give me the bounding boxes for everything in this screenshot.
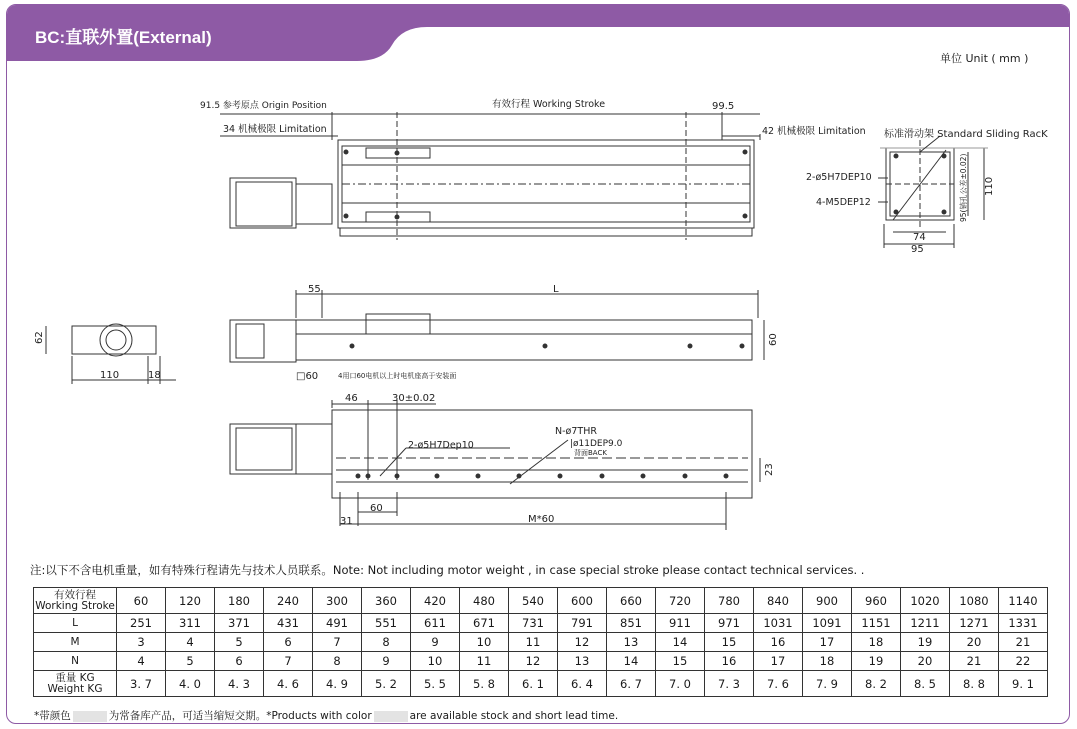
label-back: 背面BACK xyxy=(574,449,607,457)
table-cell: 9 xyxy=(411,633,460,652)
label-dim-m60: M*60 xyxy=(528,514,555,525)
label-side-110: 110 xyxy=(100,370,120,381)
table-cell: 971 xyxy=(705,614,754,633)
table-cell: 18 xyxy=(852,633,901,652)
table-cell: 1031 xyxy=(754,614,803,633)
label-dim-31: 31 xyxy=(340,516,353,527)
table-cell: 16 xyxy=(754,633,803,652)
table-cell: 12 xyxy=(558,633,607,652)
table-cell: 7. 6 xyxy=(754,671,803,697)
table-cell: 15 xyxy=(656,652,705,671)
label-hole-m5: 4-M5DEP12 xyxy=(816,197,871,208)
section-title: BC:直联外置(External) xyxy=(35,28,212,47)
table-cell: 3 xyxy=(117,633,166,652)
table-cell: 900 xyxy=(803,588,852,614)
label-motor-60: □60 xyxy=(296,371,319,382)
table-cell: 4 xyxy=(117,652,166,671)
table-cell: 6 xyxy=(264,633,313,652)
table-cell: 6 xyxy=(215,652,264,671)
row-head-m: M xyxy=(34,633,117,652)
label-dim-23: 23 xyxy=(764,463,775,476)
table-cell: 10 xyxy=(460,633,509,652)
table-cell: 16 xyxy=(705,652,754,671)
table-cell: 9 xyxy=(362,652,411,671)
table-cell: 6. 7 xyxy=(607,671,656,697)
label-dim-74: 74 xyxy=(913,232,926,243)
table-cell: 420 xyxy=(411,588,460,614)
table-cell: 21 xyxy=(999,633,1048,652)
table-cell: 660 xyxy=(607,588,656,614)
table-cell: 1151 xyxy=(852,614,901,633)
table-cell: 731 xyxy=(509,614,558,633)
table-cell: 251 xyxy=(117,614,166,633)
table-cell: 60 xyxy=(117,588,166,614)
table-cell: 10 xyxy=(411,652,460,671)
row-head-l: L xyxy=(34,614,117,633)
table-cell: 1331 xyxy=(999,614,1048,633)
table-cell: 960 xyxy=(852,588,901,614)
table-cell: 8. 8 xyxy=(950,671,999,697)
table-cell: 1211 xyxy=(901,614,950,633)
table-cell: 5. 8 xyxy=(460,671,509,697)
table-cell: 3. 7 xyxy=(117,671,166,697)
table-cell: 8. 5 xyxy=(901,671,950,697)
table-cell: 18 xyxy=(803,652,852,671)
label-hole-2-5h7: 2-ø5H7Dep10 xyxy=(408,440,474,451)
table-cell: 17 xyxy=(803,633,852,652)
table-cell: 840 xyxy=(754,588,803,614)
table-cell: 15 xyxy=(705,633,754,652)
label-dim-95: 95 xyxy=(911,244,924,255)
table-cell: 540 xyxy=(509,588,558,614)
table-cell: 480 xyxy=(460,588,509,614)
table-cell: 6. 4 xyxy=(558,671,607,697)
table-cell: 1080 xyxy=(950,588,999,614)
table-cell: 20 xyxy=(950,633,999,652)
table-cell: 120 xyxy=(166,588,215,614)
table-row-n xyxy=(34,652,1048,671)
table-cell: 8 xyxy=(362,633,411,652)
table-cell: 1020 xyxy=(901,588,950,614)
table-cell: 4. 6 xyxy=(264,671,313,697)
table-cell: 431 xyxy=(264,614,313,633)
label-hole-5h7: 2-ø5H7DEP10 xyxy=(806,172,872,183)
table-cell: 20 xyxy=(901,652,950,671)
table-cell: 180 xyxy=(215,588,264,614)
table-cell: 4. 0 xyxy=(166,671,215,697)
table-cell: 851 xyxy=(607,614,656,633)
table-cell: 6. 1 xyxy=(509,671,558,697)
table-cell: 1140 xyxy=(999,588,1048,614)
spec-table xyxy=(33,587,1048,697)
table-cell: 19 xyxy=(901,633,950,652)
table-cell: 300 xyxy=(313,588,362,614)
row-head-stroke: 有效行程 Working Stroke xyxy=(35,588,115,612)
row-head-weight: 重量 KG Weight KG xyxy=(34,671,117,697)
label-sliding-rack: 标准滑动架 Standard Sliding RacK xyxy=(884,129,1048,140)
table-row-stroke xyxy=(34,588,1048,614)
table-cell: 7. 9 xyxy=(803,671,852,697)
table-cell: 551 xyxy=(362,614,411,633)
table-cell: 911 xyxy=(656,614,705,633)
table-cell: 4. 9 xyxy=(313,671,362,697)
label-n-thr: N-ø7THR xyxy=(555,426,597,437)
table-cell: 14 xyxy=(656,633,705,652)
label-counter-bore: |ø11DEP9.0 xyxy=(570,439,623,449)
table-cell: 11 xyxy=(460,652,509,671)
label-side-18: 18 xyxy=(148,370,161,381)
table-cell: 600 xyxy=(558,588,607,614)
table-cell: 780 xyxy=(705,588,754,614)
table-row-weight xyxy=(34,671,1048,697)
label-side-62: 62 xyxy=(34,331,45,344)
table-cell: 4 xyxy=(166,633,215,652)
table-row-l xyxy=(34,614,1048,633)
table-cell: 240 xyxy=(264,588,313,614)
table-cell: 1271 xyxy=(950,614,999,633)
table-cell: 5. 5 xyxy=(411,671,460,697)
table-cell: 311 xyxy=(166,614,215,633)
table-cell: 371 xyxy=(215,614,264,633)
label-dim-60-side: 60 xyxy=(768,333,779,346)
table-cell: 17 xyxy=(754,652,803,671)
table-cell: 791 xyxy=(558,614,607,633)
label-limit-right: 42 机械极限 Limitation xyxy=(762,126,866,137)
color-swatch xyxy=(374,711,408,722)
label-motor-note: 4用口60电机以上时电机座高于安装面 xyxy=(338,372,457,380)
table-row-m xyxy=(34,633,1048,652)
label-working-stroke: 有效行程 Working Stroke xyxy=(492,99,606,110)
table-cell: 7. 3 xyxy=(705,671,754,697)
table-cell: 22 xyxy=(999,652,1048,671)
table-cell: 8. 2 xyxy=(852,671,901,697)
stock-footnote: *带颜色 为常备库产品，可适当缩短交期。*Products with color are available stock and short lead time. xyxy=(34,710,619,722)
table-cell: 611 xyxy=(411,614,460,633)
row-head-n: N xyxy=(34,652,117,671)
label-dim-95-tol: 95(销孔公差±0.02) xyxy=(959,153,968,222)
table-cell: 5. 2 xyxy=(362,671,411,697)
label-dim-30: 30±0.02 xyxy=(392,393,436,404)
table-cell: 1091 xyxy=(803,614,852,633)
table-cell: 13 xyxy=(607,633,656,652)
label-dim-l: L xyxy=(553,284,559,295)
table-cell: 9. 1 xyxy=(999,671,1048,697)
label-dim-46: 46 xyxy=(345,393,358,404)
table-cell: 19 xyxy=(852,652,901,671)
color-swatch xyxy=(73,711,107,722)
weight-note: 注:以下不含电机重量，如有特殊行程请先与技术人员联系。Note: Not including motor weight , in case special stroke please contact technical services. . xyxy=(30,563,865,577)
table-cell: 8 xyxy=(313,652,362,671)
label-dim-99-5: 99.5 xyxy=(712,101,735,112)
table-cell: 4. 3 xyxy=(215,671,264,697)
unit-label: 单位 Unit ( mm ) xyxy=(940,52,1029,65)
label-origin: 91.5 参考原点 Origin Position xyxy=(200,101,327,111)
table-cell: 5 xyxy=(166,652,215,671)
table-cell: 7 xyxy=(313,633,362,652)
table-cell: 13 xyxy=(558,652,607,671)
table-cell: 14 xyxy=(607,652,656,671)
table-cell: 720 xyxy=(656,588,705,614)
table-cell: 5 xyxy=(215,633,264,652)
table-cell: 7. 0 xyxy=(656,671,705,697)
label-limit-left: 34 机械极限 Limitation xyxy=(223,124,327,135)
table-cell: 21 xyxy=(950,652,999,671)
label-dim-110: 110 xyxy=(984,176,995,196)
table-cell: 12 xyxy=(509,652,558,671)
table-cell: 11 xyxy=(509,633,558,652)
table-cell: 491 xyxy=(313,614,362,633)
table-cell: 671 xyxy=(460,614,509,633)
table-cell: 360 xyxy=(362,588,411,614)
table-cell: 7 xyxy=(264,652,313,671)
label-dim-55: 55 xyxy=(308,284,321,295)
label-dim-60-bottom: 60 xyxy=(370,503,383,514)
